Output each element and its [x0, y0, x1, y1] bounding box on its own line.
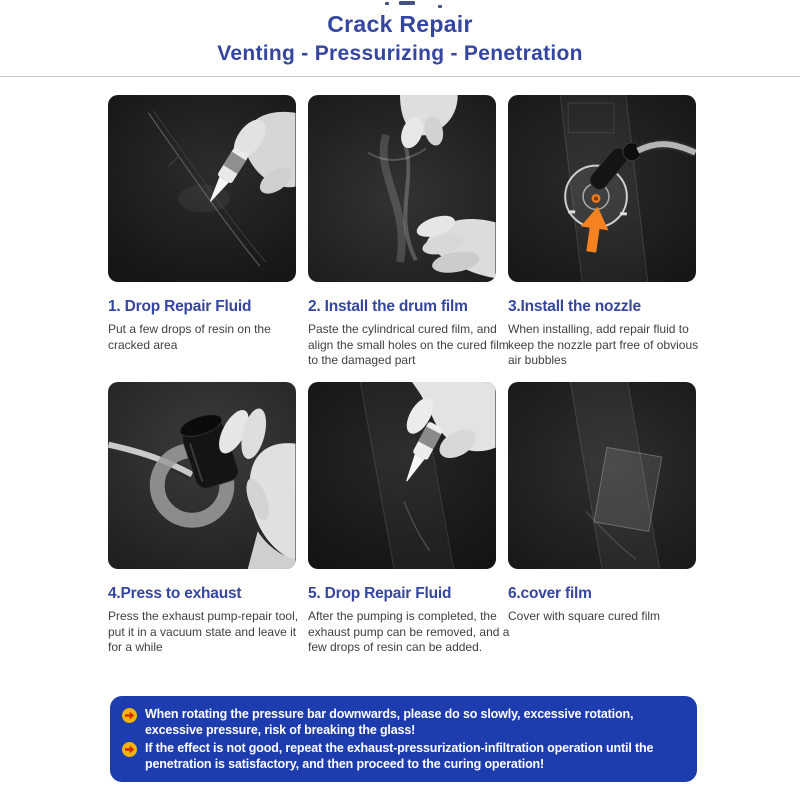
warning-text: When rotating the pressure bar downwards, please do so slowly, excessive rotation, excessive pressure, risk of breaking the glass! — [145, 707, 634, 737]
step-description: Cover with square cured film — [508, 609, 661, 623]
page-subtitle: Venting - Pressurizing - Penetration — [217, 42, 583, 65]
step-card-4 — [108, 382, 299, 669]
step-photo-install-nozzle — [508, 95, 696, 282]
film-sheet — [368, 135, 426, 262]
step-description: Put a few drops of resin on the cracked area — [108, 322, 271, 352]
tube — [638, 144, 696, 153]
step-description: Press the exhaust pump-repair tool, put it in a vacuum state and leave it for a while — [108, 609, 299, 654]
step-heading: 2. Install the drum film — [308, 298, 468, 315]
step-photo-drop-fluid-again — [308, 382, 496, 569]
yellow-circle-red-arrow-icon — [122, 742, 137, 757]
step-heading: 1. Drop Repair Fluid — [108, 298, 252, 315]
step-photo-press-exhaust — [108, 382, 296, 569]
warning-text: If the effect is not good, repeat the exhaust-pressurization-infiltration operation until the penetration is satisfactory, and then proceed to the curing operation! — [145, 741, 654, 771]
step-card-2 — [308, 95, 509, 382]
yellow-circle-red-arrow-icon — [122, 708, 137, 723]
step-card-6 — [508, 382, 696, 669]
step-heading: 6.cover film — [508, 585, 592, 602]
warning-banner — [110, 696, 697, 782]
warning-note — [120, 706, 685, 738]
step-heading: 3.Install the nozzle — [508, 298, 641, 315]
warning-note — [120, 740, 685, 772]
step-card-1 — [108, 95, 296, 382]
page-title: Crack Repair — [327, 11, 473, 37]
step-heading: 4.Press to exhaust — [108, 585, 242, 602]
step-photo-drum-film — [308, 95, 496, 282]
upper-hand-silhouette — [397, 95, 458, 151]
step-photo-drop-fluid — [108, 95, 296, 282]
header — [0, 0, 800, 69]
lower-hand-silhouette — [414, 212, 495, 278]
step-card-5 — [308, 382, 510, 669]
step-description: After the pumping is completed, the exhaust pump can be removed, and a few drops of resin can be added. — [308, 609, 510, 654]
step-description: Paste the cylindrical cured film, and align the small holes on the cured film to the damaged part — [308, 322, 509, 367]
header-divider — [0, 76, 800, 77]
step-card-3 — [508, 95, 699, 382]
step-heading: 5. Drop Repair Fluid — [308, 585, 452, 602]
steps-grid — [108, 95, 699, 669]
step-photo-cover-film — [508, 382, 696, 569]
step-description: When installing, add repair fluid to keep the nozzle part free of obvious air bubbles — [508, 322, 699, 367]
